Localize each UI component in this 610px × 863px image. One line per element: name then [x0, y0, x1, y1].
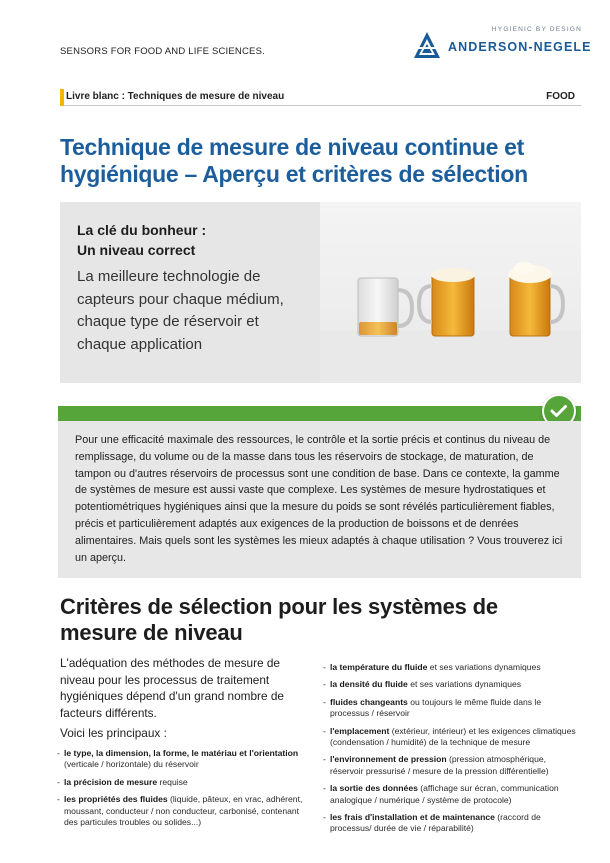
- list-item: [57, 794, 307, 828]
- list-item-bold: l'environnement de pression: [330, 754, 447, 765]
- list-item-bold: la sortie des données: [330, 783, 418, 794]
- list-item: [323, 679, 578, 690]
- list-item: [323, 754, 578, 777]
- intro-heading-line1: La clé du bonheur :: [77, 222, 207, 238]
- list-item-text: (pression atmosphérique, réservoir pressurisé / mesure de la pression différentielle): [330, 754, 549, 776]
- list-item-bold: la précision de mesure: [64, 776, 158, 787]
- list-item-bold: le type, la dimension, la forme, le matériau et l'orientation: [64, 748, 299, 758]
- list-item-bold: la densité du fluide: [330, 679, 408, 690]
- page-tagline: SENSORS FOR FOOD AND LIFE SCIENCES.: [60, 46, 265, 57]
- list-item-text: ou toujours le même fluide dans le processus / réservoir: [330, 696, 542, 719]
- list-item: [323, 783, 578, 806]
- section-lead-sub: Voici les principaux :: [60, 726, 167, 740]
- green-divider-bar: [58, 406, 581, 421]
- beer-mugs-photo: [320, 202, 581, 383]
- list-item-bold: les frais d'installation et de maintenance: [330, 812, 495, 823]
- brand-name: ANDERSON-NEGELE: [448, 40, 592, 54]
- list-item-text: requise: [157, 776, 188, 787]
- intro-heading: [77, 220, 304, 260]
- list-item: [323, 812, 578, 835]
- list-item-text: (extérieur, intérieur) et les exigences climatiques (condensation / humidité) de la technique de mesure: [330, 725, 576, 748]
- list-item-bold: les propriétés des fluides: [64, 794, 168, 805]
- intro-heading-line2: Un niveau correct: [77, 242, 196, 258]
- list-item-text: (raccord de processus/ durée de vie / réparabilité): [330, 812, 541, 834]
- list-item: [323, 697, 578, 720]
- list-item-text: et ses variations dynamiques: [407, 679, 522, 690]
- header-accent: [60, 89, 64, 106]
- list-item: [323, 726, 578, 749]
- brand-header: [412, 26, 592, 66]
- list-item: [57, 777, 307, 788]
- list-item: [323, 662, 578, 673]
- criteria-list-left: [57, 748, 307, 834]
- criteria-list-right: [323, 662, 578, 841]
- summary-panel: [58, 421, 581, 578]
- intro-text: La meilleure technologie de capteurs pour chaque médium, chaque type de réservoir et chaque application: [77, 268, 284, 353]
- section-title: Critères de sélection pour les systèmes de mesure de niveau: [60, 594, 498, 645]
- list-item: [57, 748, 307, 771]
- document-category: FOOD: [546, 91, 575, 102]
- section-lead: L'adéquation des méthodes de mesure de niveau pour les processus de traitement hygiéniques dépend d'un grand nombre de facteurs différents.: [60, 656, 284, 720]
- list-item-bold: l'emplacement: [330, 725, 390, 736]
- list-item-text: et ses variations dynamiques: [427, 662, 541, 672]
- list-item-text: (affichage sur écran, communication analogique / numérique / système de protocole): [330, 783, 559, 805]
- anderson-negele-logo-icon: [412, 30, 442, 60]
- intro-panel: [60, 202, 320, 383]
- list-item-bold: fluides changeants: [330, 696, 408, 707]
- document-header-bar: [60, 89, 581, 106]
- summary-text: Pour une efficacité maximale des ressources, le contrôle et la sortie précis et continus du niveau de remplissage, du volume ou de la masse dans tous les réservoirs de stockage, de maturation, de tampon ou d'autres réservoirs de processus sont une condition de base. Dans ce contexte, la gamme de systèmes de mesure est aussi vaste que complexe. Les systèmes de mesure hydrostatiques et potentiométriques hygiéniques ainsi que la mesure du poids se sont révélés particulièrement fiables, précis et particulièrement adaptés aux exigences de la production de boissons et de denrées alimentaires. Mais quels sont les systèmes les mieux adaptés à chaque utilisation ? Vous trouverez ici un aperçu.: [75, 434, 563, 564]
- list-item-text: (liquide, pâteux, en vrac, adhérent, moussant, conducteur / non conducteur, carbonisé, contenant des particules troubles ou solides...): [64, 794, 303, 828]
- beer-mugs-illustration: [320, 202, 581, 383]
- list-item-bold: la température du fluide: [330, 662, 428, 672]
- list-item-text: (verticale / horizontale) du réservoir: [64, 759, 199, 770]
- page-title: Technique de mesure de niveau continue et hygiénique – Aperçu et critères de sélection: [60, 134, 528, 187]
- document-type: Livre blanc : Techniques de mesure de niveau: [66, 91, 285, 102]
- brand-tagline: HYGIENIC BY DESIGN: [491, 26, 582, 33]
